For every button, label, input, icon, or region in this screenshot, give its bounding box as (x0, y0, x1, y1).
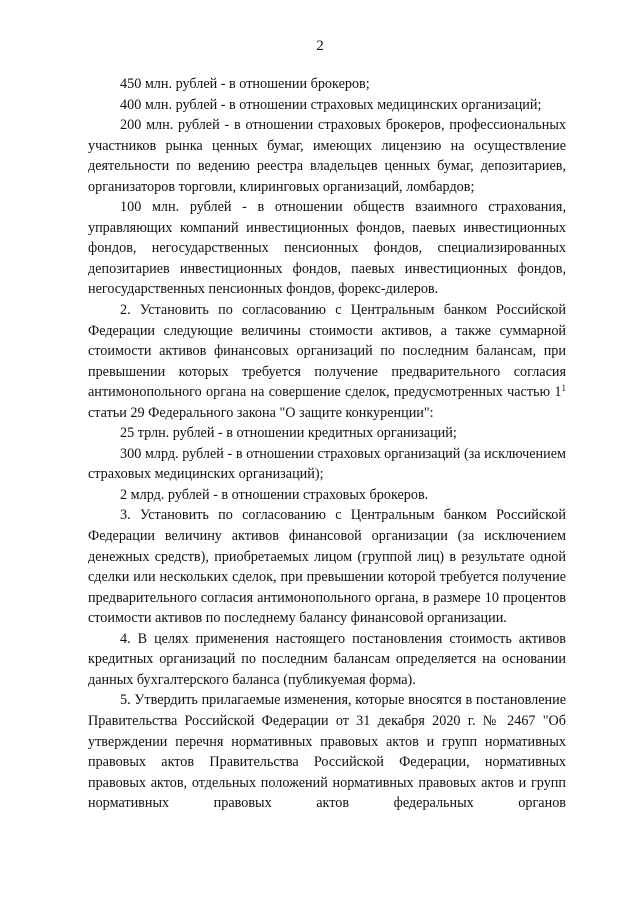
page-number: 2 (316, 38, 324, 54)
paragraph-insurance-brokers-2: 2 млрд. рублей - в отношении страховых брокеров. (120, 486, 429, 503)
paragraph-insurance-brokers: 200 млн. рублей - в отношении страховых брокеров, профессиональных участников рынка ценных бумаг, имеющих лицензию на осуществление деятельности по ведению реестра владельцев ценных бумаг, депозитариев, организаторов торговли, клиринговых организаций, ломбардов; (88, 117, 566, 195)
paragraph-item-3: 3. Установить по согласованию с Центральным банком Российской Федерации величину активов финансовой организации (за исключением денежных средств), приобретаемых лицом (группой лиц) в результате одной сделки или нескольких сделок, при превышении которой требуется получение предварительного согласия антимонопольного органа, в размере 10 процентов стоимости активов по последнему балансу финансовой организации. (88, 507, 566, 627)
paragraph-medical-insurers: 400 млн. рублей - в отношении страховых медицинских организаций; (120, 96, 542, 113)
footnote-superscript: 1 (561, 383, 566, 394)
item-2-text: 2. Установить по согласованию с Центральным банком Российской Федерации следующие величины стоимости активов, а также суммарной стоимости активов финансовых организаций по последним балансам, при превышении которых требуется получение предварительного согласия антимонопольного органа на совершение сделок, предусмотренных (88, 302, 566, 401)
paragraph-item-5: 5. Утвердить прилагаемые изменения, которые вносятся в постановление Правительства Российской Федерации от 31 декабря 2020 г. № 2467 "Об утверждении перечня нормативных правовых актов и групп нормативных правовых актов Правительства Российской Федерации, нормативных правовых актов, отдельных положений нормативных правовых актов и групп нормативных правовых актов федеральных органов (88, 692, 566, 812)
item-2-tail-end: статьи 29 Федерального закона "О защите конкуренции": (88, 404, 434, 421)
item-2-tail: частью 1 (507, 384, 562, 401)
document-body (88, 74, 566, 814)
paragraph-brokers: 450 млн. рублей - в отношении брокеров; (120, 76, 370, 92)
paragraph-mutual-insurance: 100 млн. рублей - в отношении обществ взаимного страхования, управляющих компаний инвестиционных фондов, паевых инвестиционных фондов, негосударственных пенсионных фондов, специализированных депозитариев инвестиционных фондов, паевых инвестиционных фондов, негосударственных пенсионных фондов, форекс-дилеров. (88, 199, 566, 298)
paragraph-item-4: 4. В целях применения настоящего постановления стоимость активов кредитных организаций по последним балансам определяется на основании данных бухгалтерского баланса (публикуемая форма). (88, 630, 566, 688)
paragraph-item-2 (88, 300, 566, 423)
paragraph-credit-orgs: 25 трлн. рублей - в отношении кредитных организаций; (120, 425, 457, 442)
paragraph-insurance-orgs: 300 млрд. рублей - в отношении страховых организаций (за исключением страховых медицинских организаций); (88, 445, 566, 483)
